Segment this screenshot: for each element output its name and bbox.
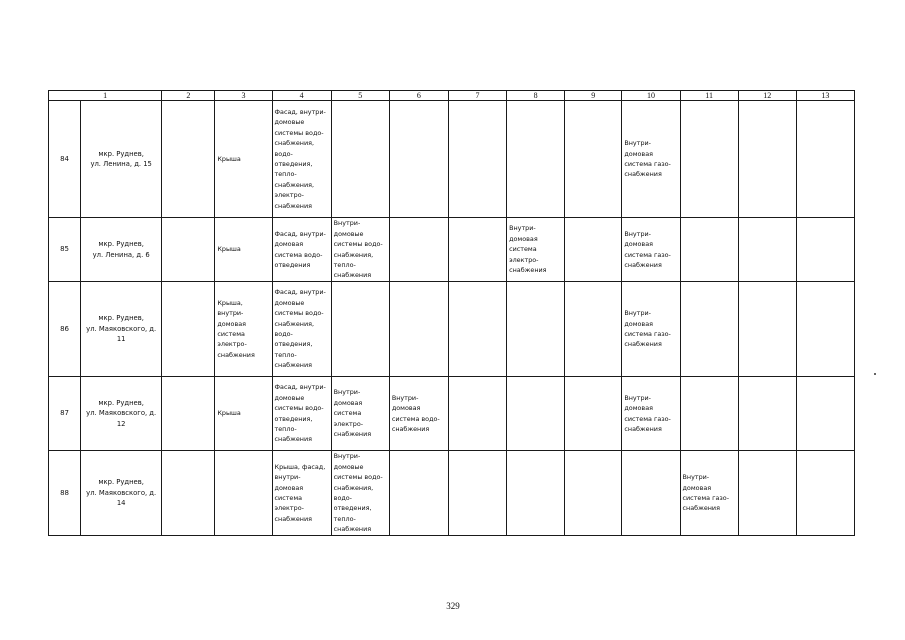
work-type-cell [389,377,448,451]
cell-text: Крыша [217,245,241,254]
work-type-cell [796,218,854,282]
work-type-cell [215,282,272,377]
column-header: 11 [680,91,738,101]
cell-text: Внутри- домовая система электро- снабжения [333,388,372,439]
work-type-cell [738,218,796,282]
cell-text: мкр. Руднев, ул. Маяковского, д. 14 [86,478,157,508]
column-header: 3 [215,91,272,101]
work-type-cell [738,377,796,451]
cell-text: Внутри- домовые системы водо- снабжения, тепло- снабжения [333,219,383,280]
work-type-cell [507,377,565,451]
work-type-cell [622,218,680,282]
work-type-cell [738,282,796,377]
row-number-cell [49,101,81,218]
cell-text: Фасад, внутри- домовая система водо- отведения [274,229,326,269]
column-header: 8 [507,91,565,101]
work-type-cell [565,101,622,218]
cell-text: мкр. Руднев, ул. Маяковского, д. 12 [86,398,157,428]
cell-text: Внутри- домовая система газо- снабжения [682,473,730,513]
work-type-cell [162,282,215,377]
work-type-cell [680,377,738,451]
work-type-cell [272,282,331,377]
work-type-cell [622,451,680,536]
work-type-cell [507,451,565,536]
table-row [49,218,855,282]
table-row [49,377,855,451]
cell-text: Внутри- домовая система газо- снабжения [624,229,671,269]
work-type-cell [272,101,331,218]
row-number-cell [49,451,81,536]
cell-text: Внутри- домовая система водо- снабжения [391,393,440,433]
work-type-cell [796,451,854,536]
work-type-cell [507,282,565,377]
work-type-cell [162,451,215,536]
work-type-cell [389,101,448,218]
row-number-cell [49,218,81,282]
cell-text: Внутри- домовая система газо- снабжения [624,393,671,433]
cell-text: мкр. Руднев, ул. Ленина, д. 15 [90,149,152,168]
column-header: 4 [272,91,331,101]
work-type-cell [162,377,215,451]
work-type-cell [272,451,331,536]
cell-text: Внутри- домовая система электро- снабжения [509,224,547,275]
cell-text: Крыша, фасад, внутри- домовая система электро- снабжения [274,462,326,523]
work-type-cell [389,451,448,536]
work-type-cell [389,282,448,377]
row-number-cell [49,377,81,451]
work-type-cell [331,377,389,451]
address-cell [81,451,162,536]
work-type-cell [215,218,272,282]
work-type-cell [215,377,272,451]
work-type-cell [565,282,622,377]
work-type-cell [448,377,506,451]
work-type-cell [680,218,738,282]
work-type-cell [448,282,506,377]
column-header: 12 [738,91,796,101]
work-type-cell [162,218,215,282]
cell-text: 87 [60,409,69,418]
repair-schedule-table [48,90,855,536]
work-type-cell [565,377,622,451]
work-type-cell [738,451,796,536]
page-number: 329 [446,601,460,611]
column-header: 7 [448,91,506,101]
work-type-cell [680,451,738,536]
work-type-cell [680,282,738,377]
table-row [49,101,855,218]
column-header: 13 [796,91,854,101]
work-type-cell [796,377,854,451]
table-row [49,282,855,377]
work-type-cell [565,218,622,282]
column-header: 2 [162,91,215,101]
work-type-cell [162,101,215,218]
work-type-cell [565,451,622,536]
cell-text: мкр. Руднев, ул. Ленина, д. 6 [92,240,150,259]
address-cell [81,101,162,218]
work-type-cell [331,101,389,218]
column-header: 5 [331,91,389,101]
table-row [49,451,855,536]
work-type-cell [215,451,272,536]
work-type-cell [796,282,854,377]
work-type-cell [738,101,796,218]
cell-text: мкр. Руднев, ул. Маяковского, д. 11 [86,314,157,344]
work-type-cell [272,377,331,451]
row-number-cell [49,282,81,377]
work-type-cell [796,101,854,218]
cell-text: 85 [60,245,69,254]
cell-text: Фасад, внутри- домовые системы водо- снабжения, водо- отведения, тепло- снабжения, электро- снабжения [274,107,326,210]
work-type-cell [331,282,389,377]
cell-text: Фасад, внутри- домовые системы водо- снабжения, водо- отведения, тепло- снабжения [274,288,326,370]
work-type-cell [507,101,565,218]
work-type-cell [331,451,389,536]
work-type-cell [507,218,565,282]
cell-text: 86 [60,324,69,333]
column-header: 6 [389,91,448,101]
work-type-cell [448,451,506,536]
cell-text: Фасад, внутри- домовые системы водо- отведения, тепло- снабжения [274,383,326,444]
address-cell [81,282,162,377]
work-type-cell [272,218,331,282]
work-type-cell [448,101,506,218]
work-type-cell [622,101,680,218]
work-type-cell [389,218,448,282]
work-type-cell [622,282,680,377]
scan-speck [874,373,876,375]
cell-text: Внутри- домовые системы водо- снабжения, водо- отведения, тепло- снабжения [333,452,383,534]
work-type-cell [215,101,272,218]
work-type-cell [680,101,738,218]
cell-text: 88 [60,488,69,497]
table-header-row [49,91,855,101]
work-type-cell [448,218,506,282]
cell-text: Крыша, внутри- домовая система электро- снабжения [217,298,255,359]
cell-text: Крыша [217,154,241,163]
column-header: 10 [622,91,680,101]
cell-text: Крыша [217,409,241,418]
column-header: 9 [565,91,622,101]
cell-text: Внутри- домовая система газо- снабжения [624,309,671,349]
address-cell [81,377,162,451]
address-cell [81,218,162,282]
cell-text: Внутри- домовая система газо- снабжения [624,139,671,179]
work-type-cell [622,377,680,451]
work-type-cell [331,218,389,282]
cell-text: 84 [60,154,69,163]
column-header: 1 [49,91,162,101]
